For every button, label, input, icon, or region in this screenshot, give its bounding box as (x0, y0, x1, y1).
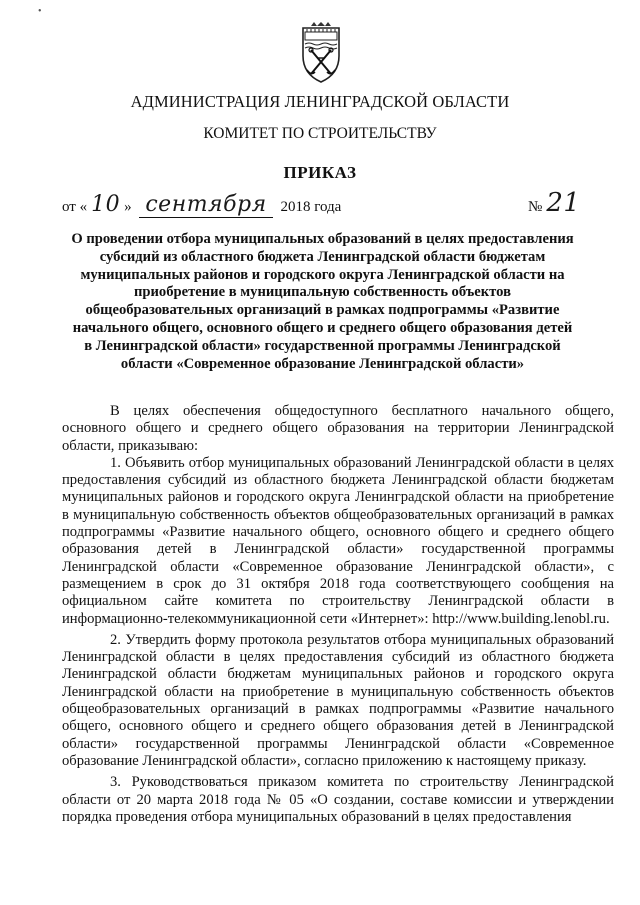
agency-name: АДМИНИСТРАЦИЯ ЛЕНИНГРАДСКОЙ ОБЛАСТИ (130, 92, 510, 111)
committee-name: КОМИТЕТ ПО СТРОИТЕЛЬСТВУ (203, 125, 437, 142)
intro-paragraph: В целях обеспечения общедоступного бесплатного начального общего, основного общего и среднего общего образования на территории Ленинградской области, приказываю: (62, 403, 614, 454)
date-day-close: » (124, 199, 132, 215)
date-prefix: от « (62, 199, 88, 215)
document-type: ПРИКАЗ (283, 163, 357, 182)
paragraph-3: 3. Руководствоваться приказом комитета по строительству Ленинградской области от 20 марта 2018 года № 05 «О создании, составе комиссии и утверждении порядка проведения отбора муниципальных образований в целях предоставления (62, 774, 614, 825)
order-date (62, 192, 341, 218)
date-day: 10 (91, 192, 121, 217)
coat-of-arms-icon (299, 22, 343, 84)
document-body (62, 403, 614, 830)
paragraph-1: 1. Объявить отбор муниципальных образований Ленинградской области в целях предоставления субсидий из областного бюджета Ленинградской области бюджетам муниципальных районов и городского округа Ленинградской области на приобретение в муниципальную собственность объектов общеобразовательных организаций в рамках подпрограммы «Развитие начального общего, основного общего и среднего общего образования детей в Ленинградской области» государственной программы Ленинградской области «Современное образование Ленинградской области», с размещением в срок до 31 октября 2018 года соответствующего сообщения на официальном сайте комитета по строительству Ленинградской области в информационно-телекоммуникационной сети «Интернет»: http://www.building.lenobl.ru. (62, 454, 614, 627)
paragraph-2: 2. Утвердить форму протокола результатов отбора муниципальных образований Ленинградской области в целях предоставления субсидий из областного бюджета Ленинградской области бюджетам муниципальных районов и городского округа Ленинградской области на приобретение в муниципальную собственность объектов общеобразовательных организаций в рамках подпрограммы «Развитие начального общего, основного общего и среднего общего образования детей в Ленинградской области» государственной программы Ленинградской области «Современное образование Ленинградской области», согласно приложению к настоящему приказу. (62, 631, 614, 769)
date-month: сентября (139, 192, 272, 218)
document-title: О проведении отбора муниципальных образований в целях предоставления субсидий из областного бюджета Ленинградской области бюджетам муниципальных районов и городского округа Ленинградской области на приобретение в муниципальную собственность объектов общеобразовательных организаций в рамках подпрограммы «Развитие начального общего, основного общего и среднего общего образования детей в Ленинградской области» государственной программы Ленинградской области «Современное образование Ленинградской области» (71, 231, 574, 372)
order-number (528, 188, 580, 218)
date-year: 2018 года (280, 199, 342, 215)
scan-mark: • (38, 6, 42, 17)
number-label: № (528, 199, 543, 215)
number-value: 21 (546, 188, 581, 218)
